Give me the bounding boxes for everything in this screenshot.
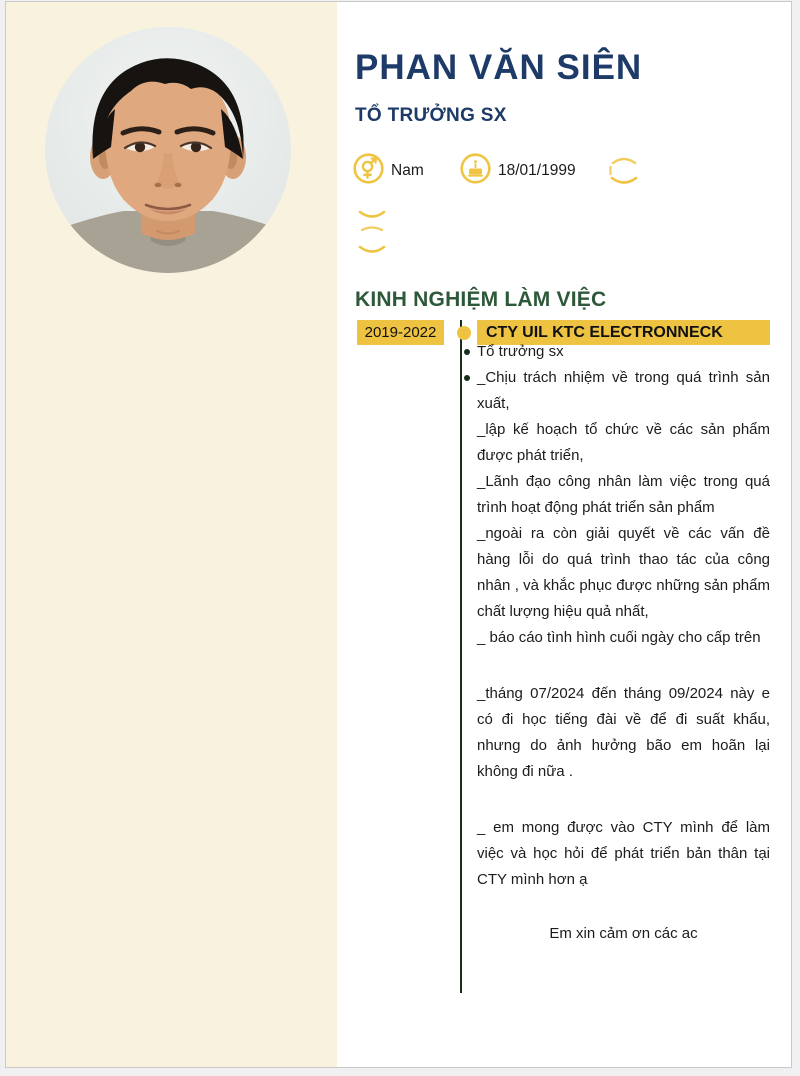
note-line: _tháng 07/2024 đến tháng 09/2024 này e có đi học tiếng đài về để đi suất khẩu, nhưng do ảnh hưởng bão em hoãn lại không đi nữa . xyxy=(477,685,770,780)
portrait-illustration xyxy=(45,27,291,273)
timeline-line xyxy=(460,320,462,993)
period-badge: 2019-2022 xyxy=(357,320,444,345)
birthday-info xyxy=(460,155,576,187)
section-heading-experience: KINH NGHIỆM LÀM VIỆC xyxy=(355,288,607,311)
gender-value: Nam xyxy=(391,162,424,179)
profile-photo xyxy=(45,27,291,273)
timeline-dot xyxy=(457,326,471,340)
duty-line: _lập kế hoạch tổ chức về các sản phẩm được phát triển, xyxy=(477,421,770,464)
closing-line: Em xin cảm ơn các ac xyxy=(549,925,698,942)
duty-line: _ngoài ra còn giải quyết về các vấn đề hàng lỗi do quá trình thao tác của công nhân , và khắc phục được những sản phẩm chất lượng hiệu quả nhất, xyxy=(477,525,770,620)
candidate-name: PHAN VĂN SIÊN xyxy=(355,48,643,87)
left-column xyxy=(6,2,337,1067)
gender-info xyxy=(353,155,424,187)
note-line: _ em mong được vào CTY mình để làm việc và học hỏi để phát triển bản thân tại CTY mình hơn ạ xyxy=(477,819,770,888)
experience-body xyxy=(477,339,770,947)
duty-line: _Chịu trách nhiệm về trong quá trình sản xuất, xyxy=(477,365,770,417)
gender-icon xyxy=(353,153,384,189)
role-line: Tổ trưởng sx xyxy=(477,339,770,365)
duty-line: _ báo cáo tình hình cuối ngày cho cấp trên xyxy=(477,629,761,646)
company-name: CTY UIL KTC ELECTRONNECK xyxy=(477,320,770,345)
birthday-value: 18/01/1999 xyxy=(498,162,576,179)
duty-line: _Lãnh đạo công nhân làm việc trong quá trình hoạt động phát triển sản phẩm xyxy=(477,473,770,516)
cv-page xyxy=(5,1,792,1068)
partial-circle-icon xyxy=(607,154,641,193)
job-title: TỔ TRƯỞNG SX xyxy=(355,105,507,126)
birthday-cake-icon xyxy=(460,153,491,189)
partial-circle-icon xyxy=(355,222,389,261)
